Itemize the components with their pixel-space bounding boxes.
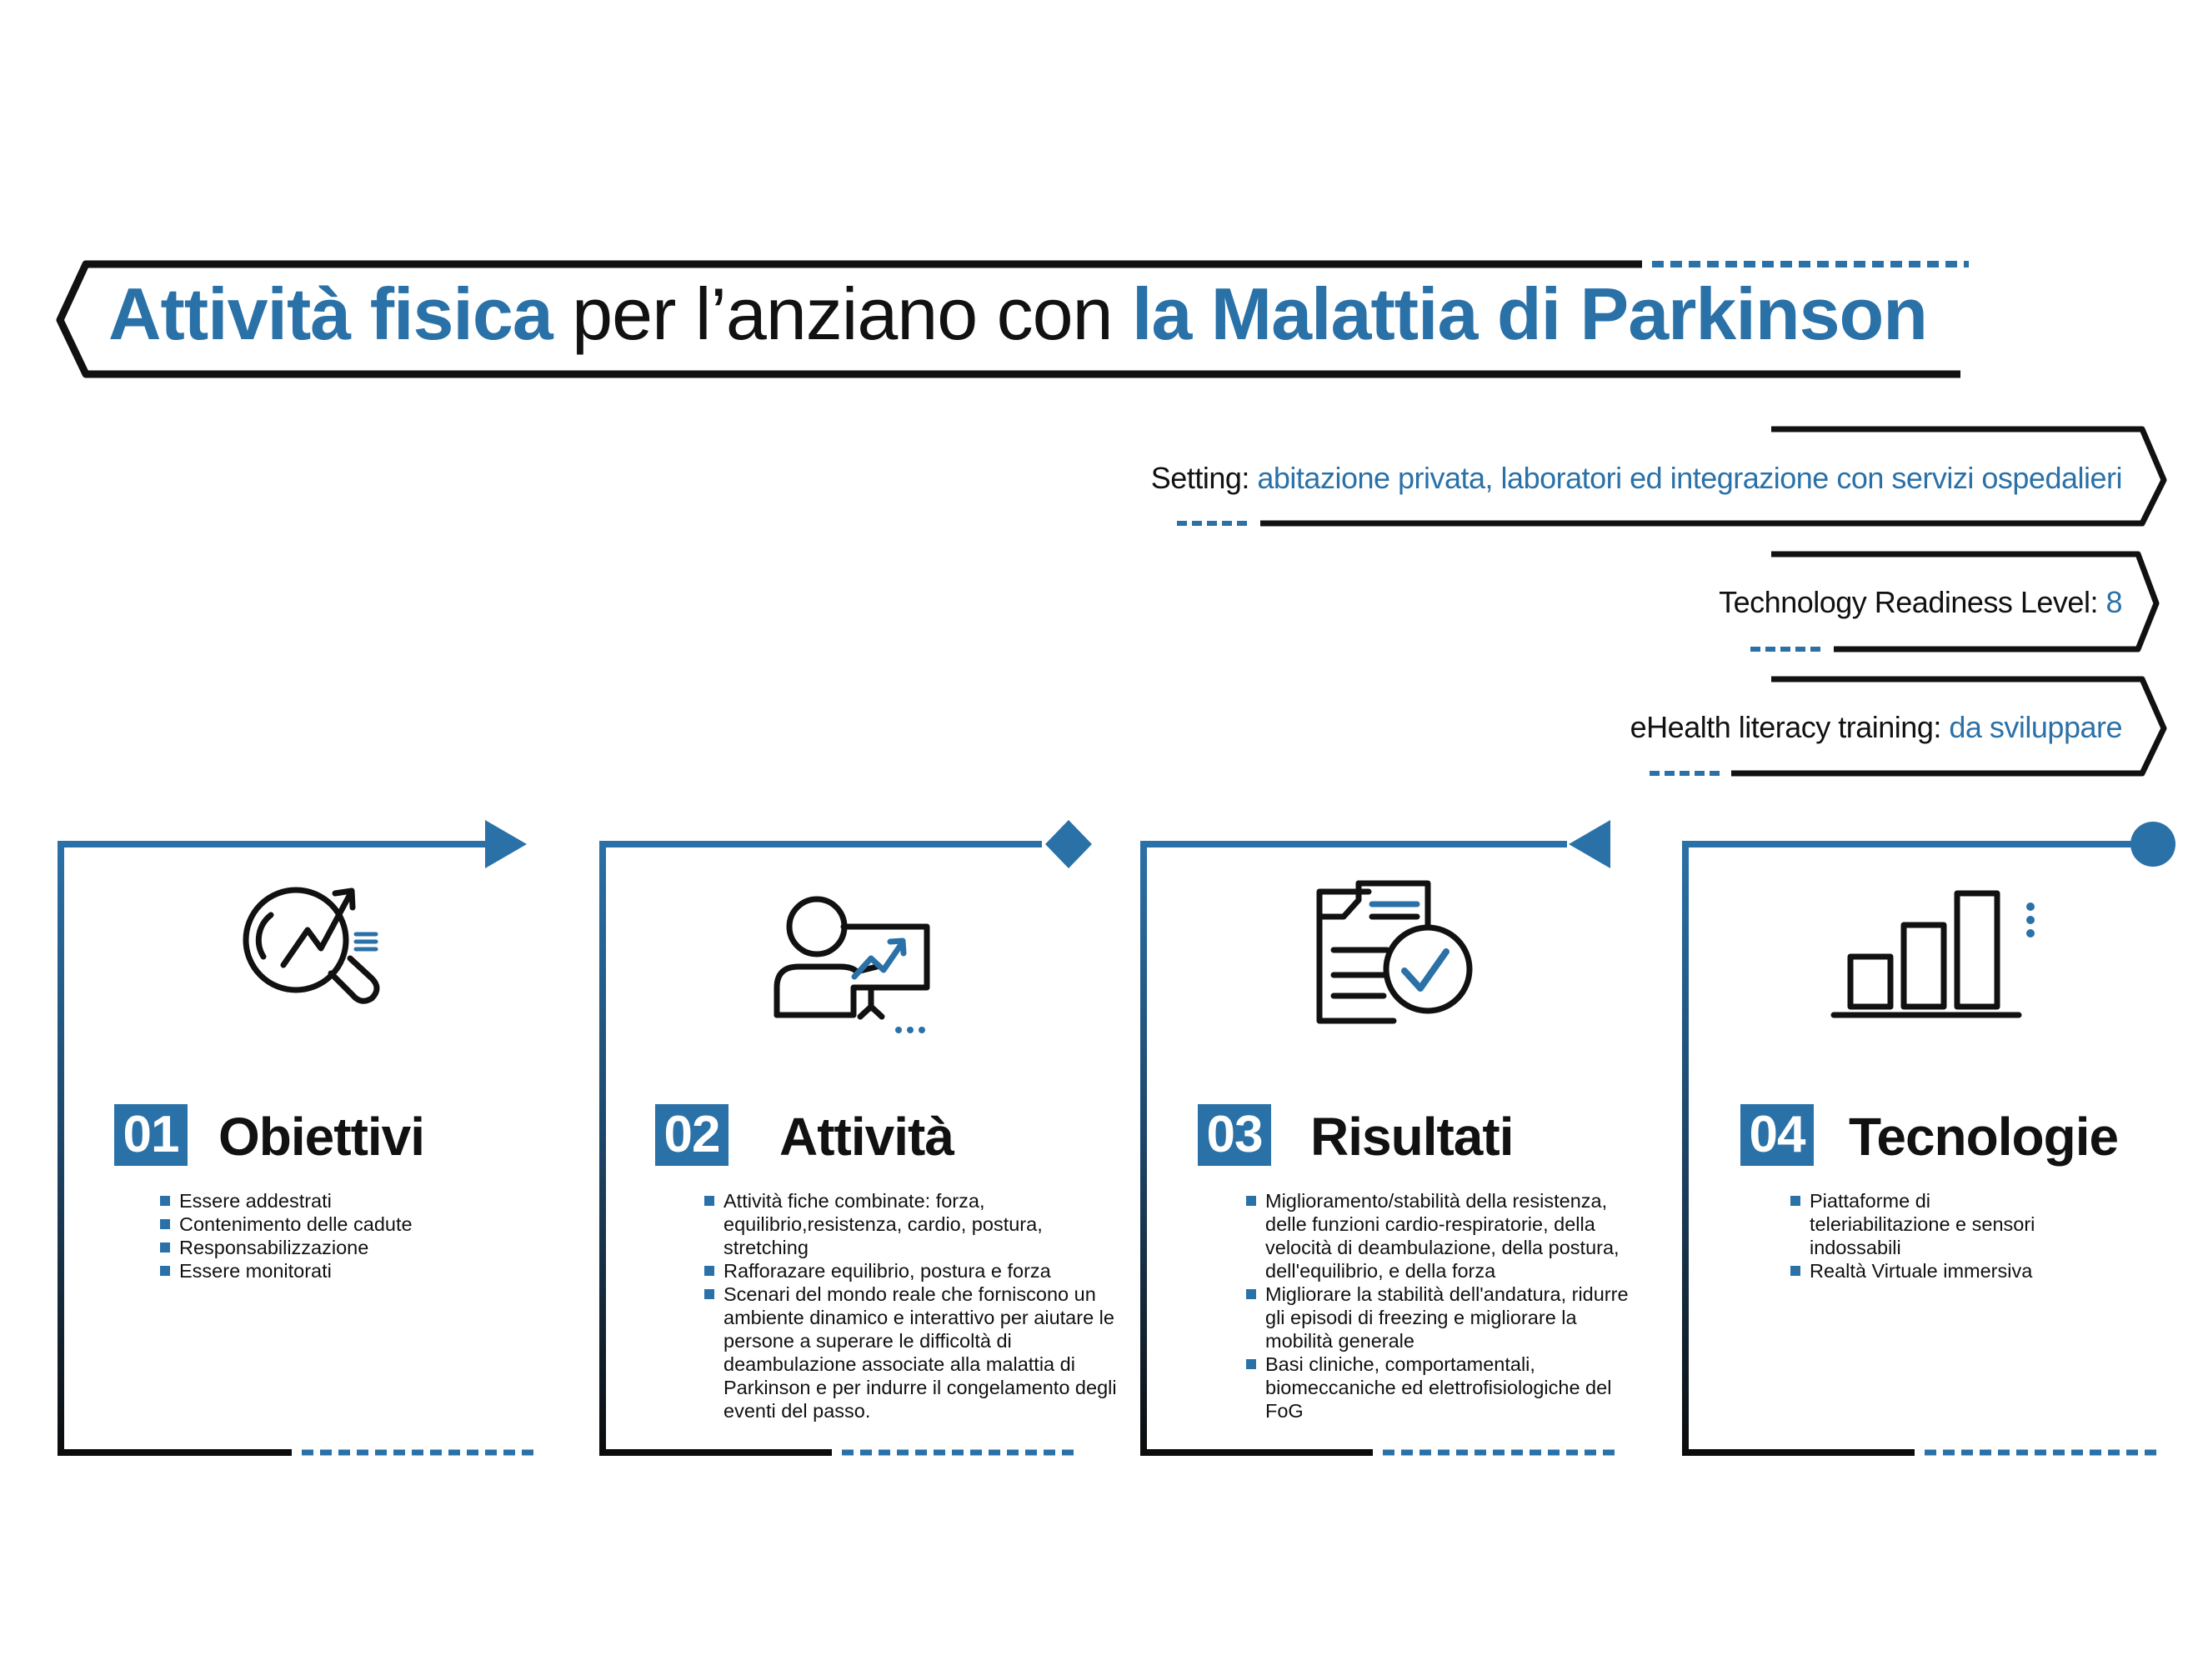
info-trl-value: 8 [2105, 585, 2122, 619]
section-list [160, 1189, 435, 1282]
info-ehealth-label: eHealth literacy training: [1630, 710, 1950, 744]
title-part-2: per l’anziano con [552, 272, 1132, 355]
section-number: 02 [655, 1104, 728, 1166]
list-item: Realtà Virtuale immersiva [1790, 1259, 2074, 1282]
list-item: Migliorare la stabilità dell'andatura, ridurre gli episodi di freezing e migliorare la mobilità generale [1246, 1282, 1638, 1352]
list-item: Essere monitorati [160, 1259, 435, 1282]
list-item: Essere addestrati [160, 1189, 435, 1212]
section-list [1790, 1189, 2074, 1282]
list-item: Attività fiche combinate: forza, equilibrio,resistenza, cardio, postura, stretching [704, 1189, 1129, 1259]
section-number: 01 [114, 1104, 188, 1166]
magnifier-chart-icon [246, 890, 377, 1001]
page-title [108, 272, 1927, 357]
info-setting-value: abitazione privata, laboratori ed integrazione con servizi ospedalieri [1257, 461, 2122, 495]
title-part-3: la Malattia di Parkinson [1131, 272, 1928, 355]
list-item: Rafforazare equilibrio, postura e forza [704, 1259, 1129, 1282]
info-setting-label: Setting: [1150, 461, 1258, 495]
section-list [704, 1189, 1129, 1422]
info-ehealth-value: da sviluppare [1949, 710, 2122, 744]
section-number: 03 [1198, 1104, 1271, 1166]
list-item: Contenimento delle cadute [160, 1212, 435, 1236]
list-item: Basi cliniche, comportamentali, biomeccaniche ed elettrofisiologiche del FoG [1246, 1352, 1638, 1422]
list-item: Piattaforme di teleriabilitazione e sensori indossabili [1790, 1189, 2074, 1259]
list-item: Scenari del mondo reale che forniscono un ambiente dinamico e interattivo per aiutare le persone a superare le difficoltà di deambulazione associate alla malattia di Parkinson e per indurre il congelamento degli eventi del passo. [704, 1282, 1129, 1422]
presenter-chart-icon [777, 899, 927, 1033]
section-heading: Attività [779, 1107, 954, 1167]
section-heading: Obiettivi [218, 1107, 425, 1167]
info-trl [1719, 585, 2122, 620]
bar-chart-icon [1834, 893, 2035, 1015]
section-heading: Risultati [1310, 1107, 1514, 1167]
section-number: 04 [1740, 1104, 1814, 1166]
section-list [1246, 1189, 1638, 1422]
info-ehealth [1630, 710, 2122, 745]
info-trl-label: Technology Readiness Level: [1719, 585, 2106, 619]
list-item: Miglioramento/stabilità della resistenza, delle funzioni cardio-respiratorie, della velocità di deambulazione, della postura, dell'equilibrio, e della forza [1246, 1189, 1638, 1282]
title-part-1: Attività fisica [108, 272, 553, 355]
info-setting [1151, 461, 2122, 496]
section-heading: Tecnologie [1849, 1107, 2119, 1167]
document-check-icon [1319, 883, 1469, 1021]
list-item: Responsabilizzazione [160, 1236, 435, 1259]
